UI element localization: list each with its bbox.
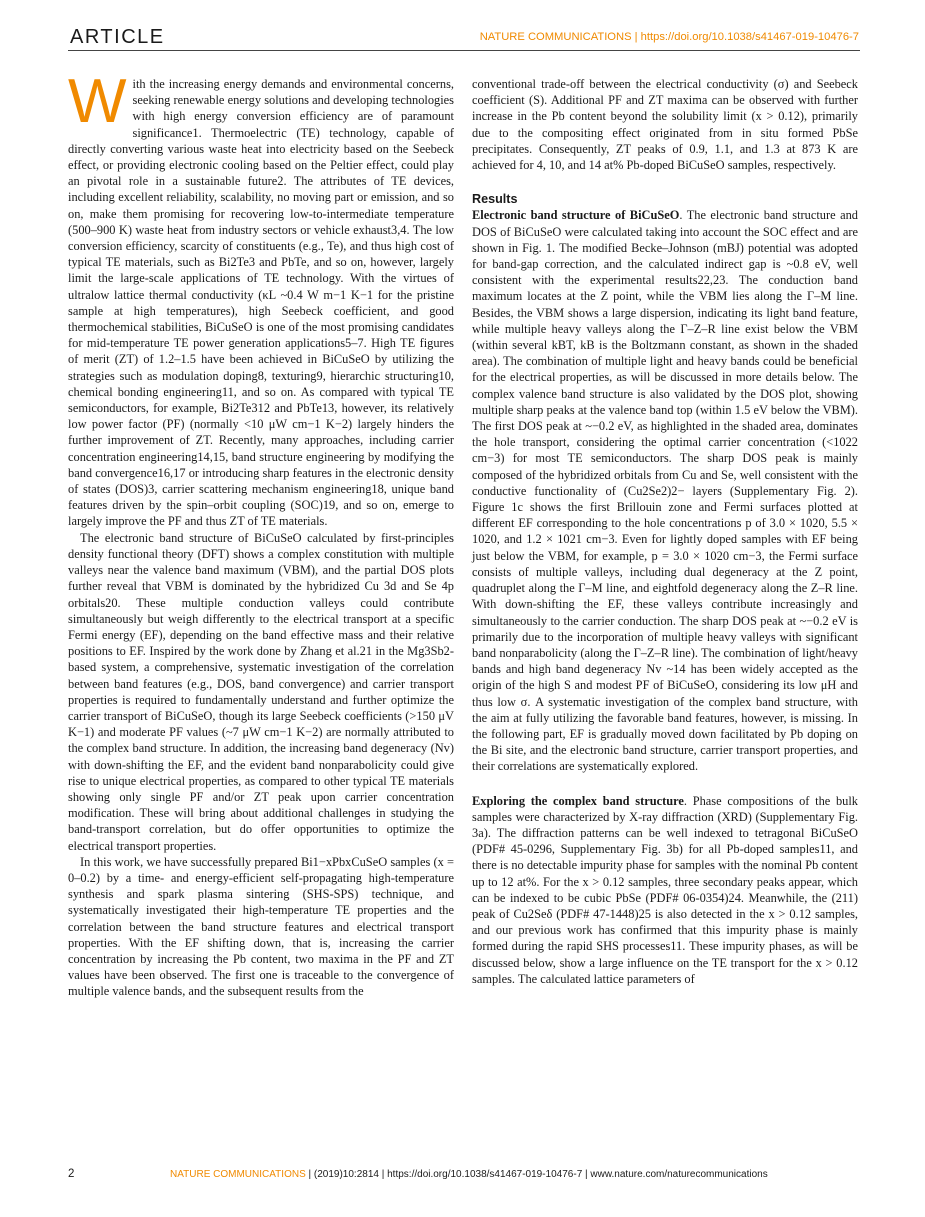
page-number: 2 [68,1168,75,1180]
journal-doi-link[interactable]: NATURE COMMUNICATIONS | https://doi.org/10.1038/s41467-019-10476-7 [479,31,859,43]
exploring-paragraph [472,793,858,987]
continued-paragraph: conventional trade-off between the electrical conductivity (σ) and Seebeck coefficient (S). Additional PF and ZT maxima can be observed with further increase in the Pb content beyond the solubility limit (x > 0.12), primarily due to the compositing effect originated from in situ formed PbSe precipitates. Consequently, ZT peaks of 0.9, 1.1, and 1.3 at 873 K are achieved for 4, 10, and 14 at% Pb-doped BiCuSeO samples, respectively. [472,77,858,173]
footer-journal-name: NATURE COMMUNICATIONS [170,1169,306,1180]
exploring-subheading: Exploring the complex band structure [472,793,684,808]
intro-paragraph [68,67,454,530]
this-work-paragraph: In this work, we have successfully prepared Bi1−xPbxCuSeO samples (x = 0–0.2) by a time- and energy-efficient self-propagating high-temperature synthesis and spark plasma sintering (SHS-SPS) technique, and systematically investigated their high-temperature TE properties and the correlation between the band structure features and electrical transport properties. With the EF shifting down, that is, increasing the carrier concentration by increasing the Pb content, two maxima in the PF and ZT values have been observed. The first one is traceable to the convergence of multiple valence bands, and the subsequent results from the [68,854,454,999]
article-section-label: ARTICLE [70,26,165,48]
electronic-band-text: . The electronic band structure and DOS of BiCuSeO were calculated taking into account the SOC effect and are shown in Fig. 1. The modified Becke–Johnson (mBJ) potential was adopted for band-gap correction, and the calculated indirect gap is ~0.8 eV, well consistent with the experimental results22,23. The conduction band maximum locates at the Z point, while the VBM lies along the Γ–M line. Besides, the VBM shows a large dispersion, indicating its light band feature, while multiple heavy valleys along the Γ–Z–R line exist below the VBM (within several kBT, kB is the Boltzmann constant, as shown in the shaded area). The combination of multiple light and heavy bands could be beneficial for the electrical properties, as will be discussed in more details below. The complex valence band structure is also validated by the DOS plot, showing multiple sharp peaks at the valence band top (within 1.5 eV below the VBM). The first DOS peak at ~−0.2 eV, as highlighted in the shaded area, dominates the hole transport, considering the optimal carrier concentration (<1022 cm−3) for most TE semiconductors. The sharp DOS peak is mainly composed of the hybridized orbitals from Cu and Se, well consistent with the conductive functionality of (Cu2Se2)2− layers (Supplementary Fig. 2). Figure 1c shows the first Brillouin zone and Fermi surfaces plotted at different EF corresponding to the hole concentrations p of 3.0 × 1020, 5.5 × 1020, and 1.2 × 1021 cm−3. Even for lightly doped samples with EF being just below the VBM, for example, p = 3.0 × 1020 cm−3, the Fermi surface consists of multiple valleys, including dual degeneracy at the Z point, quadruplet along the Γ–M line, and eightfold degeneracy along the Z–R line. With down-shifting the EF, these valleys contribute increasingly and simultaneously to the carrier conduction. The sharp DOS peak at ~−0.2 eV is primarily due to the incorporation of multiple heavy valleys with significant band nonparabolicity (along the Γ–Z–R line). The combination of light/heavy bands and high band degeneracy Nv ~14 has been widely accepted as the origin of the high S and modest PF of BiCuSeO, considering its low μH and thus low σ. A systematic investigation of the complex band structure, with the aim at fully utilizing the favorable band features, however, is missing. In the following part, EF is gradually moved down facilitated by Pb doping on the Bi site, and the electronic band structure, carrier transport properties, and their correlations are systematically explored. [472,208,858,774]
footer-citation [170,1169,768,1180]
exploring-text: . Phase compositions of the bulk samples were characterized by X-ray diffraction (XRD) (Supplementary Fig. 3a). The diffraction patterns can be well indexed to tetragonal BiCuSeO (PDF# 45-0296, Supplementary Fig. 3b) for all Pb-doped samples11, and there is no detectable impurity phase for samples with the nominal Pb content up to 12 at%. For the x > 0.12 samples, three secondary peaks appear, which can be indexed to be cubic PbSe (PDF# 06-0354)24. Meanwhile, the (211) peak of Cu2Seδ (PDF# 47-1448)25 is also detected in the x > 0.12 samples, and our previous work has confirmed that this impurity phase is mainly formed during the rapid SHS processes11. These impurity phases, as will be discussed below, show a large influence on the TE transport for the x > 0.12 samples. The calculated lattice parameters of [472,793,859,986]
footer-citation-text[interactable]: | (2019)10:2814 | https://doi.org/10.1038/s41467-019-10476-7 | www.nature.com/naturecommunications [305,1169,768,1180]
drop-cap-letter: W [68,67,127,136]
band-structure-paragraph: The electronic band structure of BiCuSeO calculated by first-principles density functional theory (DFT) shows a complex constitution with multiple valleys near the valence band maximum (VBM), and the partial DOS plots further reveal that VBM is dominated by the hybridized Cu 3d and Se 4p orbitals20. These multiple conduction valleys could contribute simultaneously but weigh differently to the electrical transport at a specific Fermi energy (EF), depending on the band effective mass and their relative positions to EF. Inspired by the work done by Zhang et al.21 in the Mg3Sb2-based system, a comprehensive, systematic investigation of the correlation between band features (e.g., DOS, band convergence) and carrier transport properties is required to fundamentally understand and further optimize the carrier transport of BiCuSeO, though its large Seebeck coefficients (>150 μV K−1) and moderate PF values (~7 μW cm−1 K−2) are normally attributed to the complex band structure. In addition, the increasing band degeneracy (Nv) with down-shifting the EF, and the evident band nonparabolicity could give rise to unique electrical properties, as compared to other typical TE materials showing only single PF and/or ZT peak upon carrier concentration modification. These will bring about additional challenges in studying the band-transport correlation, but do offer opportunities to optimize the electrical transport properties. [68,530,454,853]
electronic-band-subheading: Electronic band structure of BiCuSeO [472,208,680,223]
results-heading: Results [472,192,518,207]
header-divider [68,50,860,51]
intro-text: ith the increasing energy demands and environmental concerns, seeking renewable energy solutions and developing technologies with high energy conversion efficiency are of paramount significance1. Thermoelectric (TE) technology, capable of directly converting various waste heat into electricity based on the Seebeck effect, or providing electronic cooling based on the Peltier effect, could play an pivotal role in a sustainable future2. The attributes of TE devices, including excellent reliability, scalability, no moving part or emission, and so on, make them promising for recovering low-to-intermediate temperature (500–900 K) waste heat from industry sectors or vehicle exhaust3,4. The low conversion efficiency, scarcity of constituents (e.g., Te), and thus high cost of typical TE materials, such as Bi2Te3 and PbTe, and so on, however, largely limit the large-scale applications of TE technology. With the virtues of ultralow lattice thermal conductivity (κL ~0.4 W m−1 K−1 for the pristine sample at high temperatures), high Seebeck coefficient, and good thermochemical stabilities, BiCuSeO is one of the most promising candidates for mid-temperature TE power generation applications5–7. High TE figures of merit (ZT) of 1.2–1.5 have been achieved in BiCuSeO by utilizing the strategies such as modulation doping8, texturing9, hierarchic structuring10, chemical bonding engineering11, and so on. As compared with typical TE semiconductors, for example, Bi2Te312 and PbTe13, however, its relatively low power factor (PF) (normally <10 μW cm−1 K−2) largely hinders the further improvement of ZT. Recently, many approaches, including carrier concentration engineering14,15, band structure engineering by modifying the band convergence16,17 or introducing sharp features in the electronic density of states (DOS)3, carrier scattering mechanism engineering18, unique band features driven by the spin–orbit coupling (SOC)19, and so on, emerge to largely improve the PF and thus ZT of TE materials. [68,77,454,529]
left-column [68,67,454,1000]
right-column [472,76,858,987]
paragraph-gap [472,775,858,793]
electronic-band-paragraph [472,207,858,774]
